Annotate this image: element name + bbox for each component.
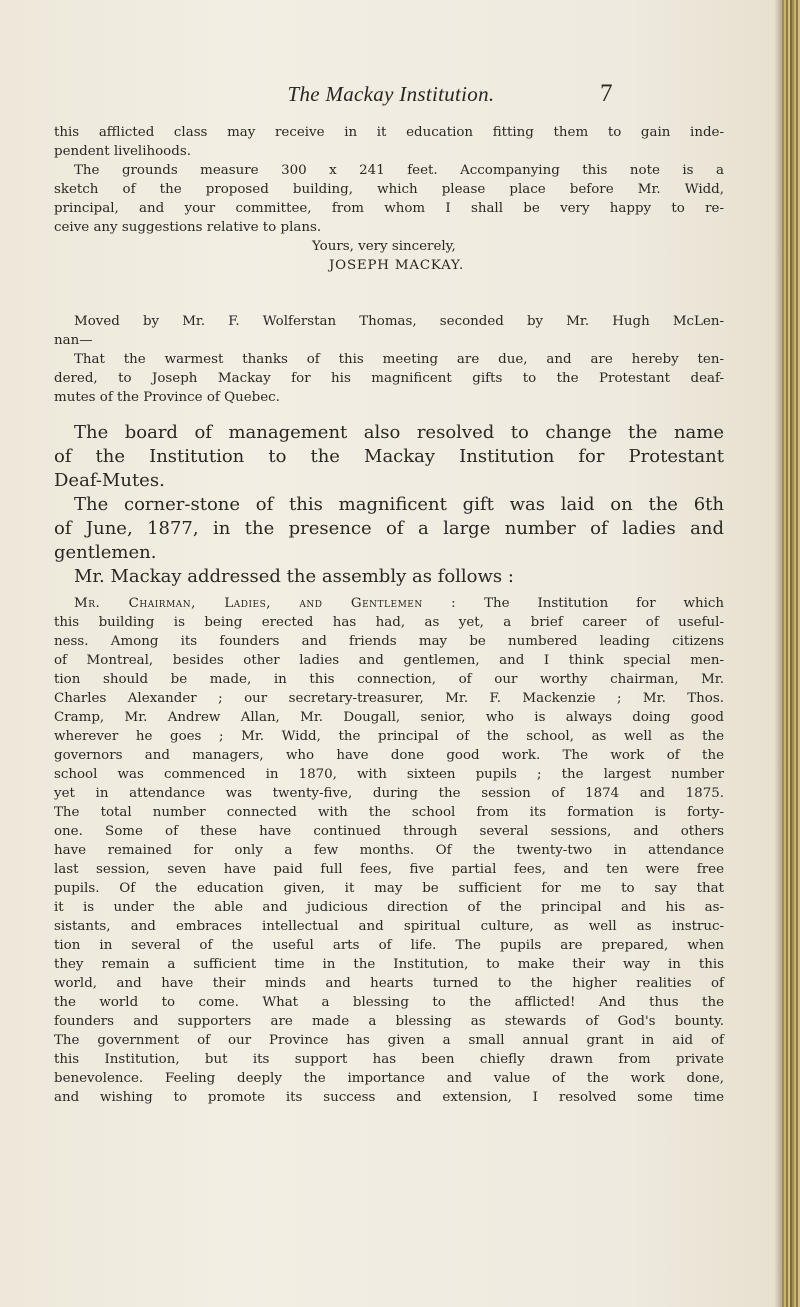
text-line: sistants, and embraces intellectual and spiritual culture, as well as instruc- (54, 919, 724, 934)
text-line: sketch of the proposed building, which please place before Mr. Widd, (54, 182, 724, 197)
text-line: gentlemen. (54, 542, 157, 563)
page-number: 7 (600, 80, 613, 107)
text-line: The board of management also resolved to change the name (74, 422, 724, 443)
text-line: Deaf-Mutes. (54, 470, 165, 491)
text-line: this Institution, but its support has been chiefly drawn from private (54, 1052, 724, 1067)
motion-paragraph (54, 312, 724, 407)
text-line: principal, and your committee, from whom I shall be very happy to re- (54, 201, 724, 216)
text-line: of the Institution to the Mackay Institution for Protestant (54, 446, 724, 467)
text-line: pendent livelihoods. (54, 144, 191, 159)
text-line: world, and have their minds and hearts turned to the higher realities of (54, 976, 724, 991)
text-line: of Montreal, besides other ladies and gentlemen, and I think special men- (54, 653, 724, 668)
letter-signature: JOSEPH MACKAY. (329, 258, 465, 273)
text-line: they remain a sufficient time in the Institution, to make their way in this (54, 957, 724, 972)
address-paragraph (54, 594, 724, 1107)
text-line: it is under the able and judicious direction of the principal and his as- (54, 900, 724, 915)
text-line: have remained for only a few months. Of the twenty-two in attendance (54, 843, 724, 858)
text-line: school was commenced in 1870, with sixteen pupils ; the largest number (54, 767, 724, 782)
text-line: governors and managers, who have done good work. The work of the (54, 748, 724, 763)
text-line: one. Some of these have continued through several sessions, and others (54, 824, 724, 839)
text-line: founders and supporters are made a blessing as stewards of God's bounty. (54, 1014, 724, 1029)
salutation: Mr. Chairman, Ladies, and Gentlemen : (74, 596, 457, 611)
page-gutter-shadow (774, 0, 782, 1307)
text-line: nan— (54, 333, 93, 348)
book-page-edges (782, 0, 800, 1307)
text-line: tion in several of the useful arts of life. The pupils are prepared, when (54, 938, 724, 953)
text-line: the world to come. What a blessing to the afflicted! And thus the (54, 995, 724, 1010)
text-line: That the warmest thanks of this meeting are due, and are hereby ten- (74, 352, 724, 367)
text-line: The total number connected with the school from its formation is forty- (54, 805, 724, 820)
text-line: ceive any suggestions relative to plans. (54, 220, 322, 235)
text-line: dered, to Joseph Mackay for his magnificent gifts to the Protestant deaf- (54, 371, 724, 386)
text-line: and wishing to promote its success and extension, I resolved some time (54, 1090, 724, 1105)
text-line (54, 594, 724, 613)
text-line: ness. Among its founders and friends may be numbered leading citizens (54, 634, 724, 649)
text-line: Charles Alexander ; our secretary-treasurer, Mr. F. Mackenzie ; Mr. Thos. (54, 691, 724, 706)
text-line: tion should be made, in this connection, of our worthy chairman, Mr. (54, 672, 724, 687)
running-title: The Mackay Institution. (287, 82, 495, 106)
first-line-rest: The Institution for which (456, 596, 724, 611)
letter-paragraph (54, 123, 724, 275)
text-line: last session, seven have paid full fees, five partial fees, and ten were free (54, 862, 724, 877)
text-line: The government of our Province has given a small annual grant in aid of (54, 1033, 724, 1048)
text-line: The grounds measure 300 x 241 feet. Accompanying this note is a (74, 163, 724, 178)
text-line: this afflicted class may receive in it education fitting them to gain inde- (54, 125, 724, 140)
text-line: benevolence. Feeling deeply the importance and value of the work done, (54, 1071, 724, 1086)
text-line: of June, 1877, in the presence of a large number of ladies and (54, 518, 724, 539)
text-line: pupils. Of the education given, it may be sufficient for me to say that (54, 881, 724, 896)
resolution-paragraph (54, 421, 724, 589)
text-line: yet in attendance was twenty-five, during the session of 1874 and 1875. (54, 786, 724, 801)
text-line: Moved by Mr. F. Wolferstan Thomas, seconded by Mr. Hugh McLen- (74, 314, 724, 329)
text-line: wherever he goes ; Mr. Widd, the principal of the school, as well as the (54, 729, 724, 744)
text-line: Mr. Mackay addressed the assembly as follows : (74, 566, 514, 587)
text-line: The corner-stone of this magnificent gift was laid on the 6th (74, 494, 724, 515)
page-header (0, 82, 782, 112)
text-line: Cramp, Mr. Andrew Allan, Mr. Dougall, senior, who is always doing good (54, 710, 724, 725)
text-line: mutes of the Province of Quebec. (54, 390, 280, 405)
text-line: this building is being erected has had, as yet, a brief career of useful- (54, 615, 724, 630)
letter-closing: Yours, very sincerely, (312, 239, 456, 254)
